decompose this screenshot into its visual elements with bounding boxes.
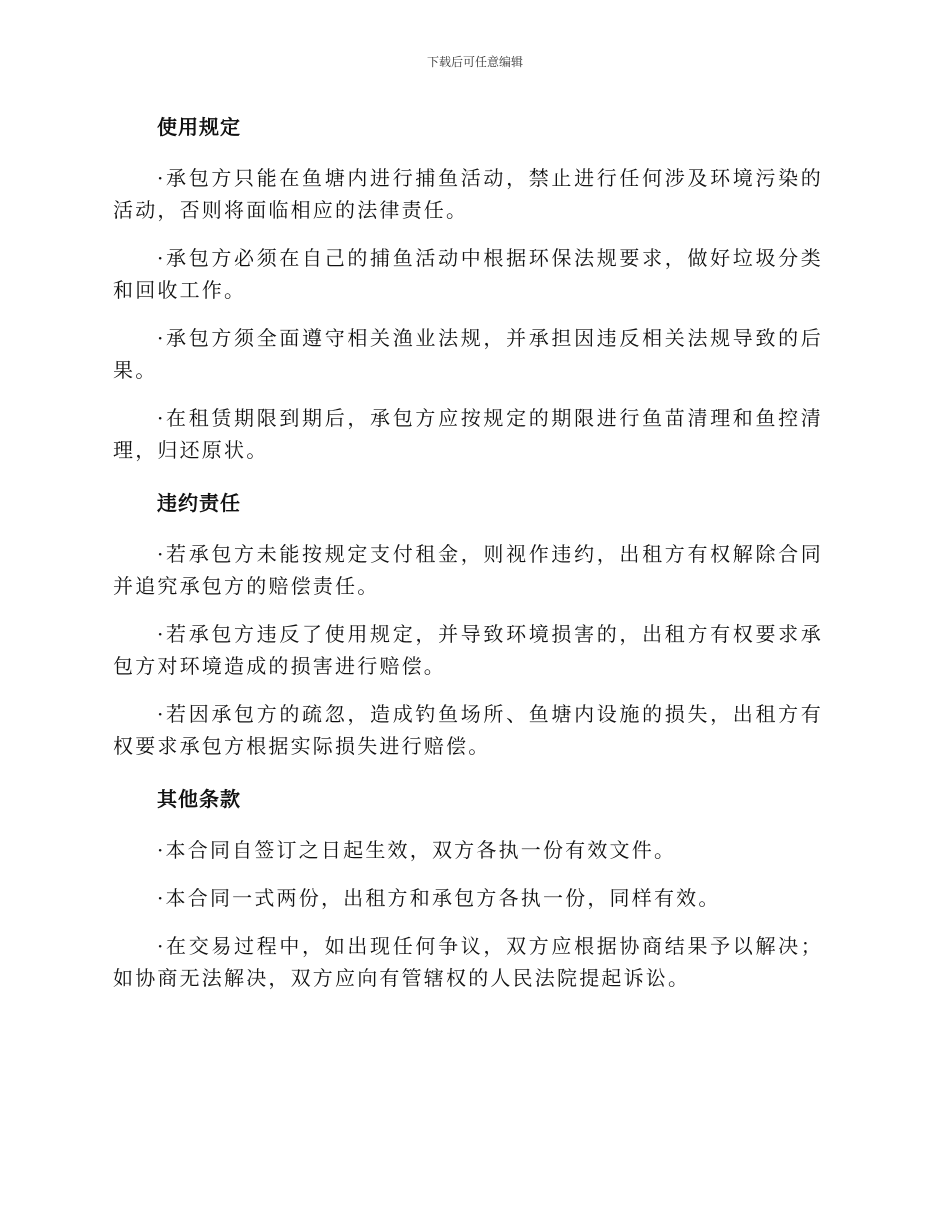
clause-paragraph: ·在租赁期限到期后，承包方应按规定的期限进行鱼苗清理和鱼控清理，归还原状。 [113, 406, 823, 462]
clause-paragraph: ·若因承包方的疏忽，造成钓鱼场所、鱼塘内设施的损失，出租方有权要求承包方根据实际损失进行赔偿。 [113, 702, 823, 758]
document-body [113, 110, 823, 994]
section-usage-rules [113, 112, 823, 466]
page-header: 下载后可任意编辑 [426, 55, 523, 69]
section-heading: 违约责任 [157, 491, 241, 515]
section-heading: 其他条款 [157, 787, 241, 811]
clause-paragraph: ·若承包方违反了使用规定，并导致环境损害的，出租方有权要求承包方对环境造成的损害进行赔偿。 [113, 622, 823, 678]
clause-paragraph: ·在交易过程中，如出现任何争议，双方应根据协商结果予以解决；如协商无法解决，双方应向有管辖权的人民法院提起诉讼。 [113, 934, 823, 990]
clause-paragraph: ·本合同一式两份，出租方和承包方各执一份，同样有效。 [157, 886, 721, 910]
section-breach-liability [113, 488, 823, 762]
section-heading: 使用规定 [157, 115, 241, 139]
clause-paragraph: ·本合同自签订之日起生效，双方各执一份有效文件。 [157, 838, 677, 862]
clause-paragraph: ·承包方须全面遵守相关渔业法规，并承担因违反相关法规导致的后果。 [113, 326, 823, 382]
section-other-terms [113, 784, 823, 994]
clause-paragraph: ·承包方必须在自己的捕鱼活动中根据环保法规要求，做好垃圾分类和回收工作。 [113, 246, 823, 302]
clause-paragraph: ·承包方只能在鱼塘内进行捕鱼活动，禁止进行任何涉及环境污染的活动，否则将面临相应的法律责任。 [113, 166, 823, 222]
clause-paragraph: ·若承包方未能按规定支付租金，则视作违约，出租方有权解除合同并追究承包方的赔偿责任。 [113, 542, 823, 598]
